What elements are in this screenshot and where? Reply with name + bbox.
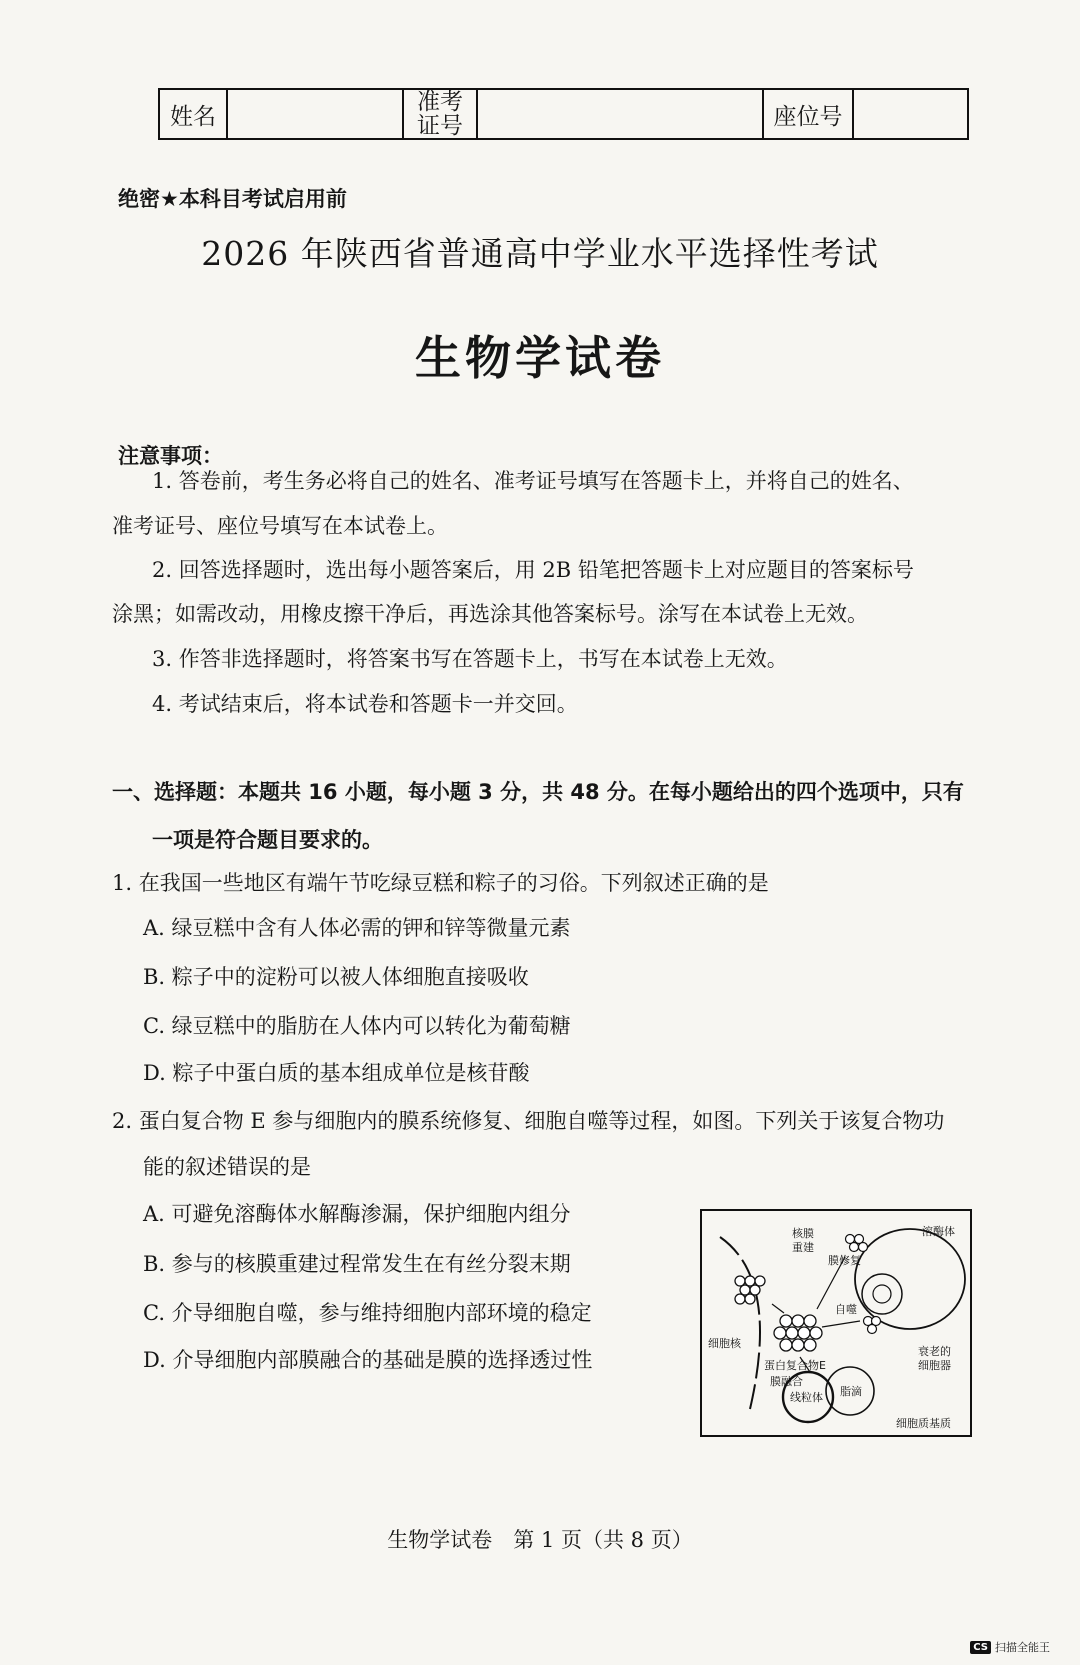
name-label: 姓名	[160, 90, 228, 138]
candidate-info-table	[158, 88, 969, 140]
section-1-heading-line-1: 一、选择题：本题共 16 小题，每小题 3 分，共 48 分。在每小题给出的四个选项中，只有	[112, 780, 964, 804]
notice-item-3: 3. 作答非选择题时，将答案书写在答题卡上，书写在本试卷上无效。	[152, 647, 788, 671]
section-1-heading-line-2: 一项是符合题目要求的。	[152, 828, 383, 852]
q2-option-b: B. 参与的核膜重建过程常发生在有丝分裂末期	[143, 1252, 571, 1276]
label-nucleus-rebuild-2: 重建	[792, 1241, 814, 1254]
q2-stem-line-2: 能的叙述错误的是	[143, 1155, 311, 1179]
nuclear-envelope	[720, 1237, 760, 1409]
q2-stem-line-1: 2. 蛋白复合物 E 参与细胞内的膜系统修复、细胞自噬等过程，如图。下列关于该复合物功	[112, 1109, 945, 1133]
complex-e-cluster	[774, 1315, 822, 1351]
exam-id-field[interactable]	[478, 90, 764, 138]
notice-item-4: 4. 考试结束后，将本试卷和答题卡一并交回。	[152, 692, 578, 716]
figure-frame	[701, 1210, 971, 1436]
exam-id-label-line2: 证号	[417, 113, 463, 139]
label-membrane-repair: 膜修复	[828, 1254, 861, 1267]
label-cytoplasm: 细胞质基质	[896, 1417, 951, 1430]
label-aging-1: 衰老的	[918, 1345, 951, 1358]
notice-item-2-line-2: 涂黑；如需改动，用橡皮擦干净后，再选涂其他答案标号。涂写在本试卷上无效。	[112, 602, 868, 626]
label-complex-e: 蛋白复合物E	[764, 1359, 826, 1372]
notice-item-1-line-1: 1. 答卷前，考生务必将自己的姓名、准考证号填写在答题卡上，并将自己的姓名、	[152, 469, 914, 493]
label-nucleus-rebuild-1: 核膜	[792, 1227, 814, 1240]
label-lysosome: 溶酶体	[922, 1225, 955, 1238]
name-field[interactable]	[228, 90, 404, 138]
complex-cluster-lysosome	[846, 1235, 881, 1334]
exam-title: 2026 年陕西省普通高中学业水平选择性考试	[201, 234, 879, 273]
q2-option-d: D. 介导细胞内部膜融合的基础是膜的选择透过性	[143, 1348, 593, 1372]
q1-option-c: C. 绿豆糕中的脂肪在人体内可以转化为葡萄糖	[143, 1014, 571, 1038]
exam-id-label-line1: 准考	[417, 89, 463, 115]
page-footer: 生物学试卷 第 1 页（共 8 页）	[387, 1528, 693, 1552]
q2-option-c: C. 介导细胞自噬，参与维持细胞内部环境的稳定	[143, 1301, 592, 1325]
q1-option-b: B. 粽子中的淀粉可以被人体细胞直接吸收	[143, 965, 529, 989]
seat-label: 座位号	[764, 90, 854, 138]
notice-heading: 注意事项：	[118, 444, 223, 468]
q1-stem: 1. 在我国一些地区有端午节吃绿豆糕和粽子的习俗。下列叙述正确的是	[112, 871, 769, 895]
exam-id-label	[404, 90, 478, 138]
secret-mark: 绝密★本科目考试启用前	[118, 187, 347, 211]
notice-item-2-line-1: 2. 回答选择题时，选出每小题答案后，用 2B 铅笔把答题卡上对应题目的答案标号	[152, 558, 914, 582]
label-aging-2: 细胞器	[918, 1359, 951, 1372]
q1-option-d: D. 粽子中蛋白质的基本组成单位是核苷酸	[143, 1061, 530, 1085]
subject-title: 生物学试卷	[415, 331, 665, 385]
scanner-logo-icon: CS	[970, 1641, 991, 1654]
label-mitochondrion: 线粒体	[790, 1391, 823, 1404]
q2-option-a: A. 可避免溶酶体水解酶渗漏，保护细胞内组分	[143, 1202, 571, 1226]
notice-item-1-line-2: 准考证号、座位号填写在本试卷上。	[112, 514, 448, 538]
label-nucleus: 细胞核	[708, 1337, 741, 1350]
q1-option-a: A. 绿豆糕中含有人体必需的钾和锌等微量元素	[143, 916, 571, 940]
complex-cluster-nucleus	[735, 1276, 765, 1304]
label-droplet: 脂滴	[840, 1385, 862, 1398]
label-autophagy: 自噬	[835, 1303, 857, 1316]
label-membrane-fusion: 膜融合	[770, 1375, 803, 1388]
protein-complex-figure	[700, 1209, 972, 1437]
aging-organelle	[862, 1274, 902, 1314]
scanner-watermark	[970, 1639, 1050, 1655]
seat-field[interactable]	[854, 90, 967, 138]
autophagosome	[855, 1229, 965, 1329]
scanner-name: 扫描全能王	[995, 1641, 1050, 1654]
